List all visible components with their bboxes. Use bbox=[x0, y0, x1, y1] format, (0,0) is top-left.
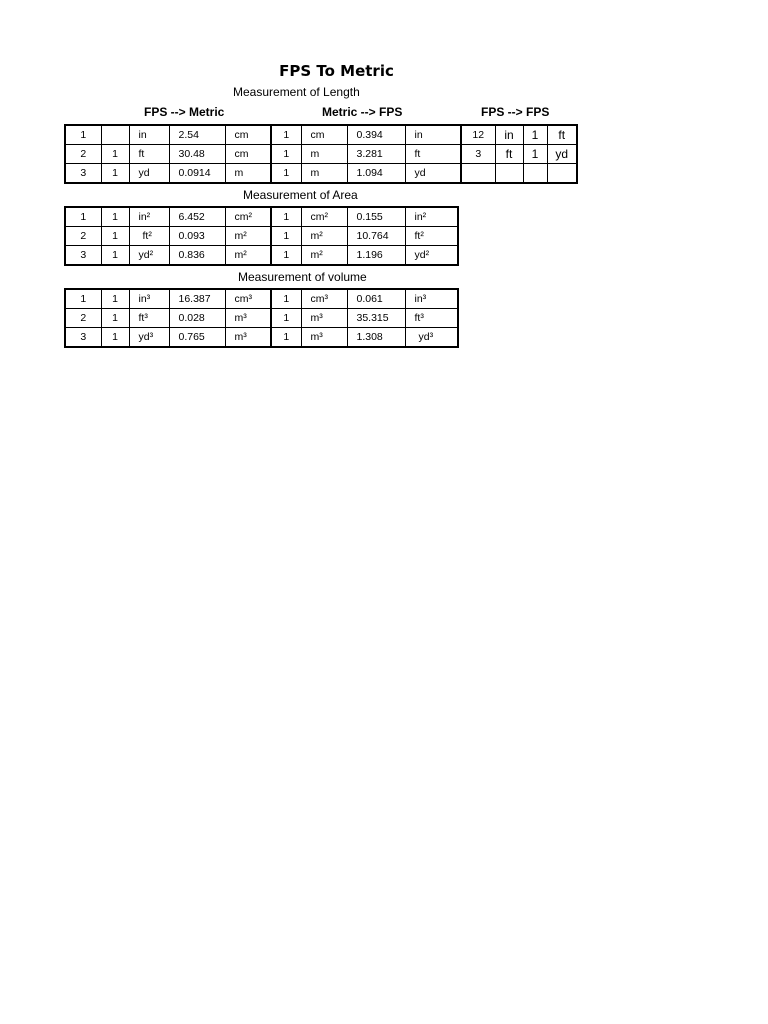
fps-value: 0.061 bbox=[347, 289, 405, 309]
fps-value: 3.281 bbox=[347, 145, 405, 164]
row-number: 1 bbox=[65, 125, 101, 145]
fps-quantity: 1 bbox=[101, 289, 129, 309]
metric-quantity: 1 bbox=[271, 145, 301, 164]
fps-quantity: 1 bbox=[101, 227, 129, 246]
metric-unit: cm² bbox=[225, 207, 271, 227]
fps-value: 1.196 bbox=[347, 246, 405, 266]
row-number: 3 bbox=[65, 246, 101, 266]
fps-value: 35.315 bbox=[347, 309, 405, 328]
metric-value: 0.093 bbox=[169, 227, 225, 246]
fps-fps-quantity: 1 bbox=[523, 145, 547, 164]
fps-unit: ft bbox=[129, 145, 169, 164]
page-title: FPS To Metric bbox=[279, 62, 394, 80]
table-row bbox=[65, 309, 458, 328]
metric-value: 0.765 bbox=[169, 328, 225, 348]
metric-quantity: 1 bbox=[271, 246, 301, 266]
metric-value: 0.028 bbox=[169, 309, 225, 328]
row-number: 3 bbox=[65, 164, 101, 184]
fps-value: 0.394 bbox=[347, 125, 405, 145]
metric-source-unit: m³ bbox=[301, 328, 347, 348]
table-row bbox=[65, 227, 458, 246]
fps-unit: ft³ bbox=[129, 309, 169, 328]
group-label-fps-to-metric: FPS --> Metric bbox=[144, 105, 225, 119]
fps-target-unit: yd bbox=[405, 164, 461, 184]
table-row bbox=[65, 164, 577, 184]
fps-fps-unit bbox=[495, 164, 523, 184]
row-number: 3 bbox=[65, 328, 101, 348]
fps-target-unit: in³ bbox=[405, 289, 458, 309]
fps-unit: yd³ bbox=[129, 328, 169, 348]
metric-quantity: 1 bbox=[271, 207, 301, 227]
table-row bbox=[65, 289, 458, 309]
metric-unit: m² bbox=[225, 246, 271, 266]
fps-value: 1.308 bbox=[347, 328, 405, 348]
volume-section-caption: Measurement of volume bbox=[238, 270, 367, 284]
fps-target-unit: ft² bbox=[405, 227, 458, 246]
metric-value: 0.836 bbox=[169, 246, 225, 266]
metric-quantity: 1 bbox=[271, 309, 301, 328]
fps-quantity: 1 bbox=[101, 207, 129, 227]
row-number: 1 bbox=[65, 207, 101, 227]
metric-quantity: 1 bbox=[271, 227, 301, 246]
row-number: 2 bbox=[65, 145, 101, 164]
fps-target-unit: yd³ bbox=[405, 328, 458, 348]
metric-source-unit: m² bbox=[301, 246, 347, 266]
fps-unit: in³ bbox=[129, 289, 169, 309]
row-number: 2 bbox=[65, 309, 101, 328]
fps-quantity: 1 bbox=[101, 328, 129, 348]
metric-source-unit: cm³ bbox=[301, 289, 347, 309]
group-label-metric-to-fps: Metric --> FPS bbox=[322, 105, 403, 119]
fps-target-unit: in bbox=[405, 125, 461, 145]
metric-quantity: 1 bbox=[271, 328, 301, 348]
fps-fps-unit: in bbox=[495, 125, 523, 145]
fps-fps-unit: ft bbox=[495, 145, 523, 164]
fps-unit: ft² bbox=[129, 227, 169, 246]
metric-source-unit: m bbox=[301, 164, 347, 184]
metric-value: 2.54 bbox=[169, 125, 225, 145]
metric-unit: m² bbox=[225, 227, 271, 246]
metric-source-unit: m² bbox=[301, 227, 347, 246]
fps-fps-value: 12 bbox=[461, 125, 495, 145]
fps-fps-quantity: 1 bbox=[523, 125, 547, 145]
length-section-caption: Measurement of Length bbox=[233, 85, 360, 99]
fps-value: 1.094 bbox=[347, 164, 405, 184]
table-row bbox=[65, 246, 458, 266]
fps-value: 10.764 bbox=[347, 227, 405, 246]
area-section-caption: Measurement of Area bbox=[243, 188, 358, 202]
metric-source-unit: m bbox=[301, 145, 347, 164]
table-row bbox=[65, 125, 577, 145]
table-row bbox=[65, 145, 577, 164]
fps-unit: in bbox=[129, 125, 169, 145]
fps-quantity: 1 bbox=[101, 164, 129, 184]
metric-unit: cm³ bbox=[225, 289, 271, 309]
fps-fps-target-unit: ft bbox=[547, 125, 577, 145]
group-label-fps-to-fps: FPS --> FPS bbox=[481, 105, 550, 119]
metric-source-unit: cm bbox=[301, 125, 347, 145]
row-number: 2 bbox=[65, 227, 101, 246]
fps-target-unit: ft bbox=[405, 145, 461, 164]
fps-quantity: 1 bbox=[101, 246, 129, 266]
metric-value: 16.387 bbox=[169, 289, 225, 309]
fps-fps-target-unit: yd bbox=[547, 145, 577, 164]
metric-unit: m bbox=[225, 164, 271, 184]
fps-target-unit: yd² bbox=[405, 246, 458, 266]
metric-unit: cm bbox=[225, 145, 271, 164]
metric-value: 6.452 bbox=[169, 207, 225, 227]
table-row bbox=[65, 328, 458, 348]
row-number: 1 bbox=[65, 289, 101, 309]
fps-quantity bbox=[101, 125, 129, 145]
metric-value: 0.0914 bbox=[169, 164, 225, 184]
fps-target-unit: in² bbox=[405, 207, 458, 227]
metric-unit: cm bbox=[225, 125, 271, 145]
table-row bbox=[65, 207, 458, 227]
fps-quantity: 1 bbox=[101, 309, 129, 328]
fps-unit: yd bbox=[129, 164, 169, 184]
fps-fps-quantity bbox=[523, 164, 547, 184]
metric-quantity: 1 bbox=[271, 164, 301, 184]
fps-unit: in² bbox=[129, 207, 169, 227]
metric-quantity: 1 bbox=[271, 125, 301, 145]
metric-unit: m³ bbox=[225, 309, 271, 328]
fps-fps-value: 3 bbox=[461, 145, 495, 164]
area-table bbox=[64, 206, 459, 266]
volume-table bbox=[64, 288, 459, 348]
metric-source-unit: m³ bbox=[301, 309, 347, 328]
metric-unit: m³ bbox=[225, 328, 271, 348]
length-table bbox=[64, 124, 578, 184]
fps-unit: yd² bbox=[129, 246, 169, 266]
fps-target-unit: ft³ bbox=[405, 309, 458, 328]
fps-quantity: 1 bbox=[101, 145, 129, 164]
fps-fps-target-unit bbox=[547, 164, 577, 184]
metric-quantity: 1 bbox=[271, 289, 301, 309]
metric-value: 30.48 bbox=[169, 145, 225, 164]
fps-fps-value bbox=[461, 164, 495, 184]
metric-source-unit: cm² bbox=[301, 207, 347, 227]
fps-value: 0.155 bbox=[347, 207, 405, 227]
